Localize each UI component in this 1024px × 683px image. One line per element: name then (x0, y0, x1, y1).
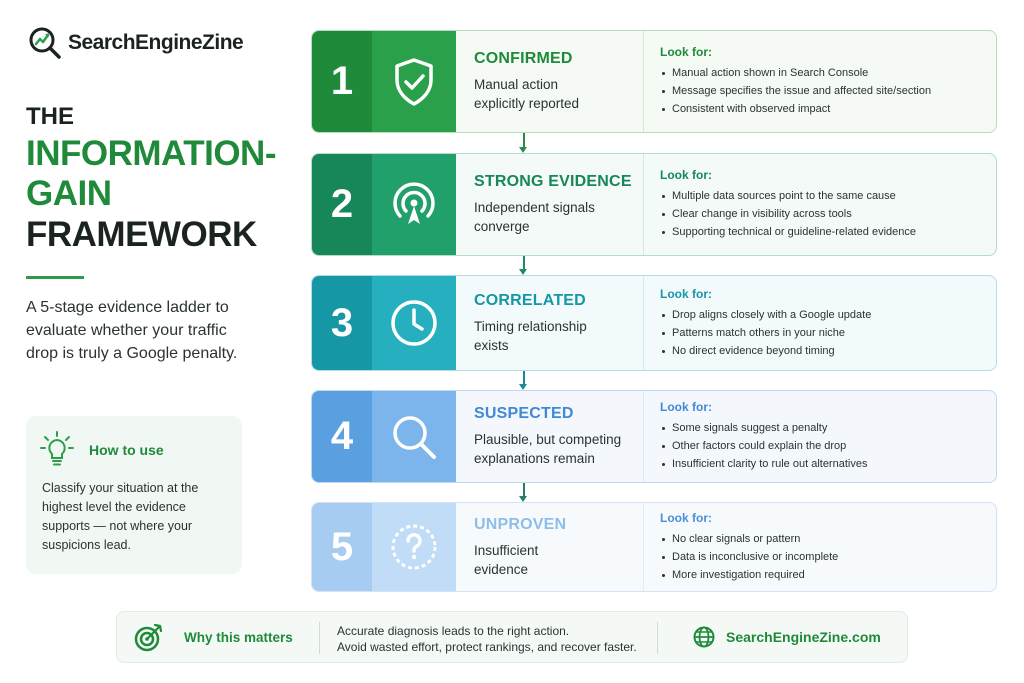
clock-icon (387, 296, 441, 350)
magnifier-chart-icon (28, 26, 62, 60)
look-for-title: Look for: (660, 168, 712, 182)
stage-name: UNPROVEN (474, 515, 567, 533)
stage-number: 4 (312, 391, 372, 482)
look-for-panel (643, 276, 996, 370)
how-to-use-box (26, 416, 242, 574)
title-line-3: FRAMEWORK (26, 215, 257, 254)
stage-card-2 (311, 153, 997, 256)
question-mark-icon (387, 520, 441, 574)
why-this-matters-title: Why this matters (184, 630, 293, 645)
look-for-list (660, 306, 996, 360)
target-arrow-icon (133, 621, 165, 653)
brand-logo (28, 26, 243, 60)
list-item: Drop aligns closely with a Google update (660, 306, 996, 324)
list-item: Clear change in visibility across tools (660, 205, 996, 223)
stage-number: 5 (312, 503, 372, 591)
title-line-2: GAIN (26, 174, 112, 213)
stage-description: Manual action explicitly reported (474, 77, 580, 111)
stage-card-3 (311, 275, 997, 371)
broadcast-signal-icon (387, 178, 441, 232)
look-for-panel (643, 154, 996, 255)
look-for-title: Look for: (660, 286, 712, 301)
shield-check-icon (387, 55, 441, 109)
website-link[interactable]: SearchEngineZine.com (726, 629, 881, 645)
stage-name: STRONG EVIDENCE (474, 173, 632, 190)
stage-description: Independent signals converge (474, 200, 595, 234)
title-prefix: THE (26, 103, 74, 130)
stage-name: CONFIRMED (474, 50, 573, 67)
look-for-list (660, 187, 996, 241)
how-to-use-title: How to use (89, 442, 164, 458)
list-item: More investigation required (660, 566, 996, 584)
intro-text: A 5-stage evidence ladder to evaluate whether your traffic drop is truly a Google penalty. (26, 299, 238, 362)
stage-number: 2 (312, 154, 372, 255)
list-item: Message specifies the issue and affected site/section (660, 82, 996, 100)
stage-description: Timing relationship exists (474, 318, 587, 353)
stage-name: CORRELATED (474, 291, 586, 309)
look-for-panel (643, 503, 996, 591)
look-for-panel (643, 31, 996, 132)
look-for-title: Look for: (660, 45, 712, 59)
look-for-list (660, 419, 996, 473)
stage-name: SUSPECTED (474, 405, 574, 422)
connector-arrow (519, 133, 528, 153)
connector-arrow (519, 371, 528, 390)
list-item: Manual action shown in Search Console (660, 64, 996, 82)
lightbulb-icon (40, 430, 74, 468)
stage-card-1 (311, 30, 997, 133)
stage-description: Plausible, but competing explanations remain (474, 432, 622, 466)
stage-card-4 (311, 390, 997, 483)
list-item: No clear signals or pattern (660, 530, 996, 548)
list-item: Other factors could explain the drop (660, 437, 996, 455)
page-title (26, 100, 276, 256)
list-item: Some signals suggest a penalty (660, 419, 996, 437)
list-item: Multiple data sources point to the same cause (660, 187, 996, 205)
look-for-title: Look for: (660, 510, 712, 525)
stage-card-5 (311, 502, 997, 592)
look-for-title: Look for: (660, 400, 712, 414)
look-for-list (660, 530, 996, 584)
how-to-use-text: Classify your situation at the highest level the evidence supports — not where your suspicions lead. (42, 481, 199, 552)
globe-icon (693, 626, 715, 648)
stage-description: Insufficient evidence (474, 542, 539, 577)
list-item: Data is inconclusive or incomplete (660, 548, 996, 566)
list-item: No direct evidence beyond timing (660, 342, 996, 360)
look-for-panel (643, 391, 996, 482)
brand-name: SearchEngineZine (68, 31, 244, 54)
magnifier-icon (387, 410, 441, 464)
why-this-matters-text: Accurate diagnosis leads to the right action. Avoid wasted effort, protect rankings, and recover faster. (337, 624, 637, 654)
stage-number: 3 (312, 276, 372, 370)
list-item: Supporting technical or guideline-related evidence (660, 223, 996, 241)
stage-number: 1 (312, 31, 372, 132)
look-for-list (660, 64, 996, 118)
why-this-matters-banner (116, 611, 908, 663)
list-item: Patterns match others in your niche (660, 324, 996, 342)
list-item: Consistent with observed impact (660, 100, 996, 118)
title-divider (26, 276, 84, 279)
divider (319, 622, 320, 654)
list-item: Insufficient clarity to rule out alternatives (660, 455, 996, 473)
connector-arrow (519, 483, 528, 502)
divider (657, 622, 658, 654)
title-line-1: INFORMATION- (26, 134, 276, 173)
connector-arrow (519, 256, 528, 275)
